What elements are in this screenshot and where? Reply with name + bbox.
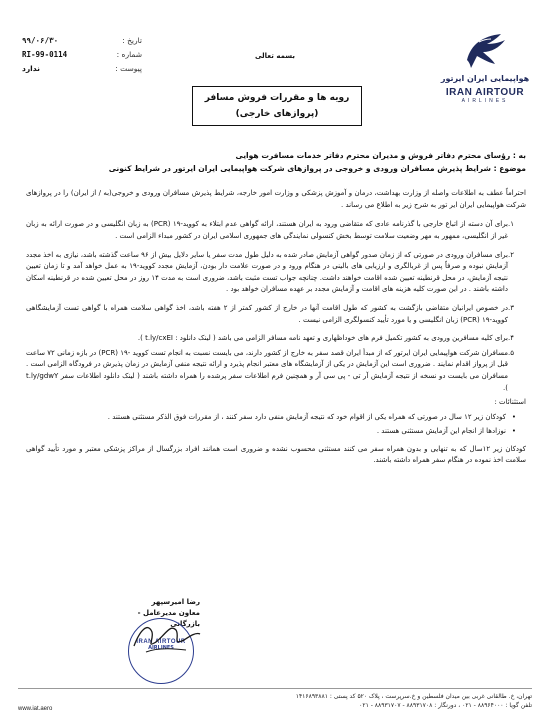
- bismillah: بسمه تعالی: [254, 52, 296, 60]
- exceptions-title: استثنائات :: [494, 398, 526, 407]
- date-label: تاریخ :: [122, 36, 142, 45]
- number-row: [22, 48, 142, 62]
- recipient-line: به : رؤسای محترم دفاتر فروش و مدیران محترم دفاتر خدمات مسافرت هوایی: [235, 151, 526, 160]
- signatory-position: معاون مدیرعامل - بازرگانی: [137, 609, 200, 628]
- company-logo: [440, 30, 530, 104]
- subject-line: موضوع : شرایط پذیرش مسافران ورودی و خروجی در پروازهای شرکت هواپیمایی ایران ایرتور در شرایط کنونی: [108, 163, 526, 173]
- attachment-value: ندارد: [22, 64, 40, 73]
- logo-english-name: IRAN AIRTOUR: [445, 87, 525, 98]
- stamp-english-sub: AIRLINES: [148, 645, 174, 651]
- exception-item: [26, 426, 526, 438]
- handwritten-signature: [126, 612, 206, 662]
- list-item: [26, 219, 526, 242]
- exception-item: [26, 412, 526, 424]
- footer-website[interactable]: www.iat.aero: [18, 706, 53, 712]
- list-item-text: برای مسافران ورودی در صورتی که از زمان صدور گواهی آزمایش صادر شده به دلیل طول مدت سفر یا سایر دلایل بیش از ۹۶ ساعت گذشته باشد، نیازی به اخذ مجدد آزمایش نبوده و صرفاً پس از غربالگری و ارزیابی های بالینی در هنگام ورود و در صورت علامت دار بودن، آزمایش مجدد کووید-۱۹ به عمل خواهد آمد و تا زمان تعیین نتیجه آزمایش، در محل قرنطینه تعیین شده اقامت خواهند داشت. چنانچه جواب تست مثبت باشد، ضروری است به مدت ۱۴ روز در محل تعیین شده در قرنطینه اسکان داشته باشند . در این صورت کلیه هزینه های اقامت و آزمایش مجدد بر عهده مسافران خواهد بود .: [26, 250, 508, 294]
- list-item-text: برای آن دسته از اتباع خارجی با گذرنامه عادی که متقاضی ورود به ایران هستند، ارائه گواهی عدم ابتلاء به کووید-۱۹ (PCR) به زبان انگلیسی و در صورت ارائه به زبان غیر از انگلیسی، ممهور به مهر وضعیت سلامت توسط بخش کنسولی نمایندگی های جمهوری اسلامی ایران در کشور مبداء الزامی است .: [26, 220, 508, 240]
- list-item: [26, 333, 526, 345]
- list-item-number: ۳.: [508, 303, 514, 312]
- signatory-name: رضا امیرسپهر: [151, 598, 200, 606]
- letter-footer: [18, 688, 532, 710]
- attachment-row: [22, 62, 142, 76]
- exception-text: کودکان زیر ۱۲ سال در صورتی که همراه یکی از اقوام خود که نتیجه آزمایش منفی دارد سفر کنند ، از مقررات فوق الذکر مستثنی هستند .: [107, 412, 506, 421]
- title-line-2: (پروازهای خارجی): [235, 109, 319, 119]
- footer-phone: تلفن گویا : ۸۸۹۶۴۰۰۰ - ۰۲۱ ، دورنگار : ۸۸۹۳۱۷۰۸ - ۸۸۹۳۱۷۰۷ - ۰۲۱: [359, 702, 532, 709]
- list-item-number: ۲.: [508, 250, 514, 259]
- number-value: RI-99-0114: [22, 50, 68, 59]
- bullet-icon: •: [511, 427, 516, 436]
- title-box: [192, 86, 362, 126]
- number-label: شماره :: [116, 50, 142, 59]
- list-item-number: ۴.: [508, 334, 514, 343]
- attachment-label: پیوست :: [115, 64, 142, 73]
- homa-bird-icon: [461, 30, 509, 72]
- list-item-number: ۱.: [508, 220, 514, 229]
- list-item-number: ۵.: [508, 348, 514, 357]
- date-value: ۹۹/۰۶/۳۰: [22, 36, 59, 45]
- list-item: [26, 348, 526, 394]
- list-item: [26, 250, 526, 296]
- list-item-text: در خصوص ایرانیان متقاضی بازگشت به کشور که طول اقامت آنها در خارج از کشور کمتر از ۲ هفته باشد، اخذ گواهی سلامت همراه با گواهی تست آزمایشگاهی کووید-۱۹ (PCR) زبان انگلیسی و یا مورد تأیید کنسولگری الزامی نیست .: [26, 303, 508, 324]
- footer-address: تهران، خ. طالقانی غربی بین میدان فلسطین و خ.سرپرست ، پلاک ۵۲۰ کد پستی : ۱۴۱۶۸۹۳۸۸۱: [295, 693, 532, 700]
- stamp-english-name: IRAN AIRTOUR: [136, 639, 186, 645]
- closing-paragraph: کودکان زیر ۱۲سال که به تنهایی و بدون همراه سفر می کنند مستثنی محسوب نشده و ضروری است همانند افراد بزرگسال از مراکز پزشکی معتبر و مورد تأیید گواهی سلامت اخذ نموده در هنگام سفر همراه داشته باشند.: [26, 444, 526, 465]
- list-item: [26, 303, 526, 326]
- bullet-icon: •: [511, 412, 516, 421]
- exception-text: نوزادها از انجام این آزمایش مستثنی هستند .: [376, 427, 506, 436]
- date-row: [22, 34, 142, 48]
- letter-body: [26, 150, 526, 467]
- title-line-1: رویه ها و مقررات فروش مسافر: [204, 93, 350, 103]
- intro-paragraph: احتراماً عطف به اطلاعات واصله از وزارت بهداشت، درمان و آموزش پزشکی و وزارت امور خارجه، شرایط پذیرش مسافران ورودی و خروجی(به / از ایران) را در پروازهای شرکت هواپیمایی ایران ایر تور به شرح زیر به اطلاع می رساند .: [26, 189, 526, 209]
- list-item-text: مسافران شرکت هواپیمایی ایران ایرتور که از مبدأ ایران قصد سفر به خارج از کشور دارند، می بایست نسبت به انجام تست کووید -۱۹ (PCR) در بازه زمانی ۷۲ ساعت قبل از پرواز اقدام نمایند . ضروری است این آزمایش در یکی از آزمایشگاه های معتبر انجام پذیرد و ارائه نتیجه منفی آزمایش در زمان پذیرش در فرودگاه الزامی است . مسافران می بایست دو نسخه از نتیجه آزمایش آر تی - پی سی آر و همچنین فرم اطلاعات سفر پرشده را همراه داشته باشند ( لینک دانلود اطلاعات سفر t.ly/gdwY ).: [26, 348, 508, 392]
- letter-meta: [22, 34, 142, 76]
- list-item-text: برای کلیه مسافرین ورودی به کشور تکمیل فرم های خوداظهاری و تعهد نامه مسافر الزامی می باشد ( لینک دانلود : t.ly/cxEI ).: [137, 334, 508, 343]
- logo-persian-name: هواپیمایی ایران ایرتور: [440, 74, 530, 83]
- logo-english-sub: AIRLINES: [461, 98, 509, 104]
